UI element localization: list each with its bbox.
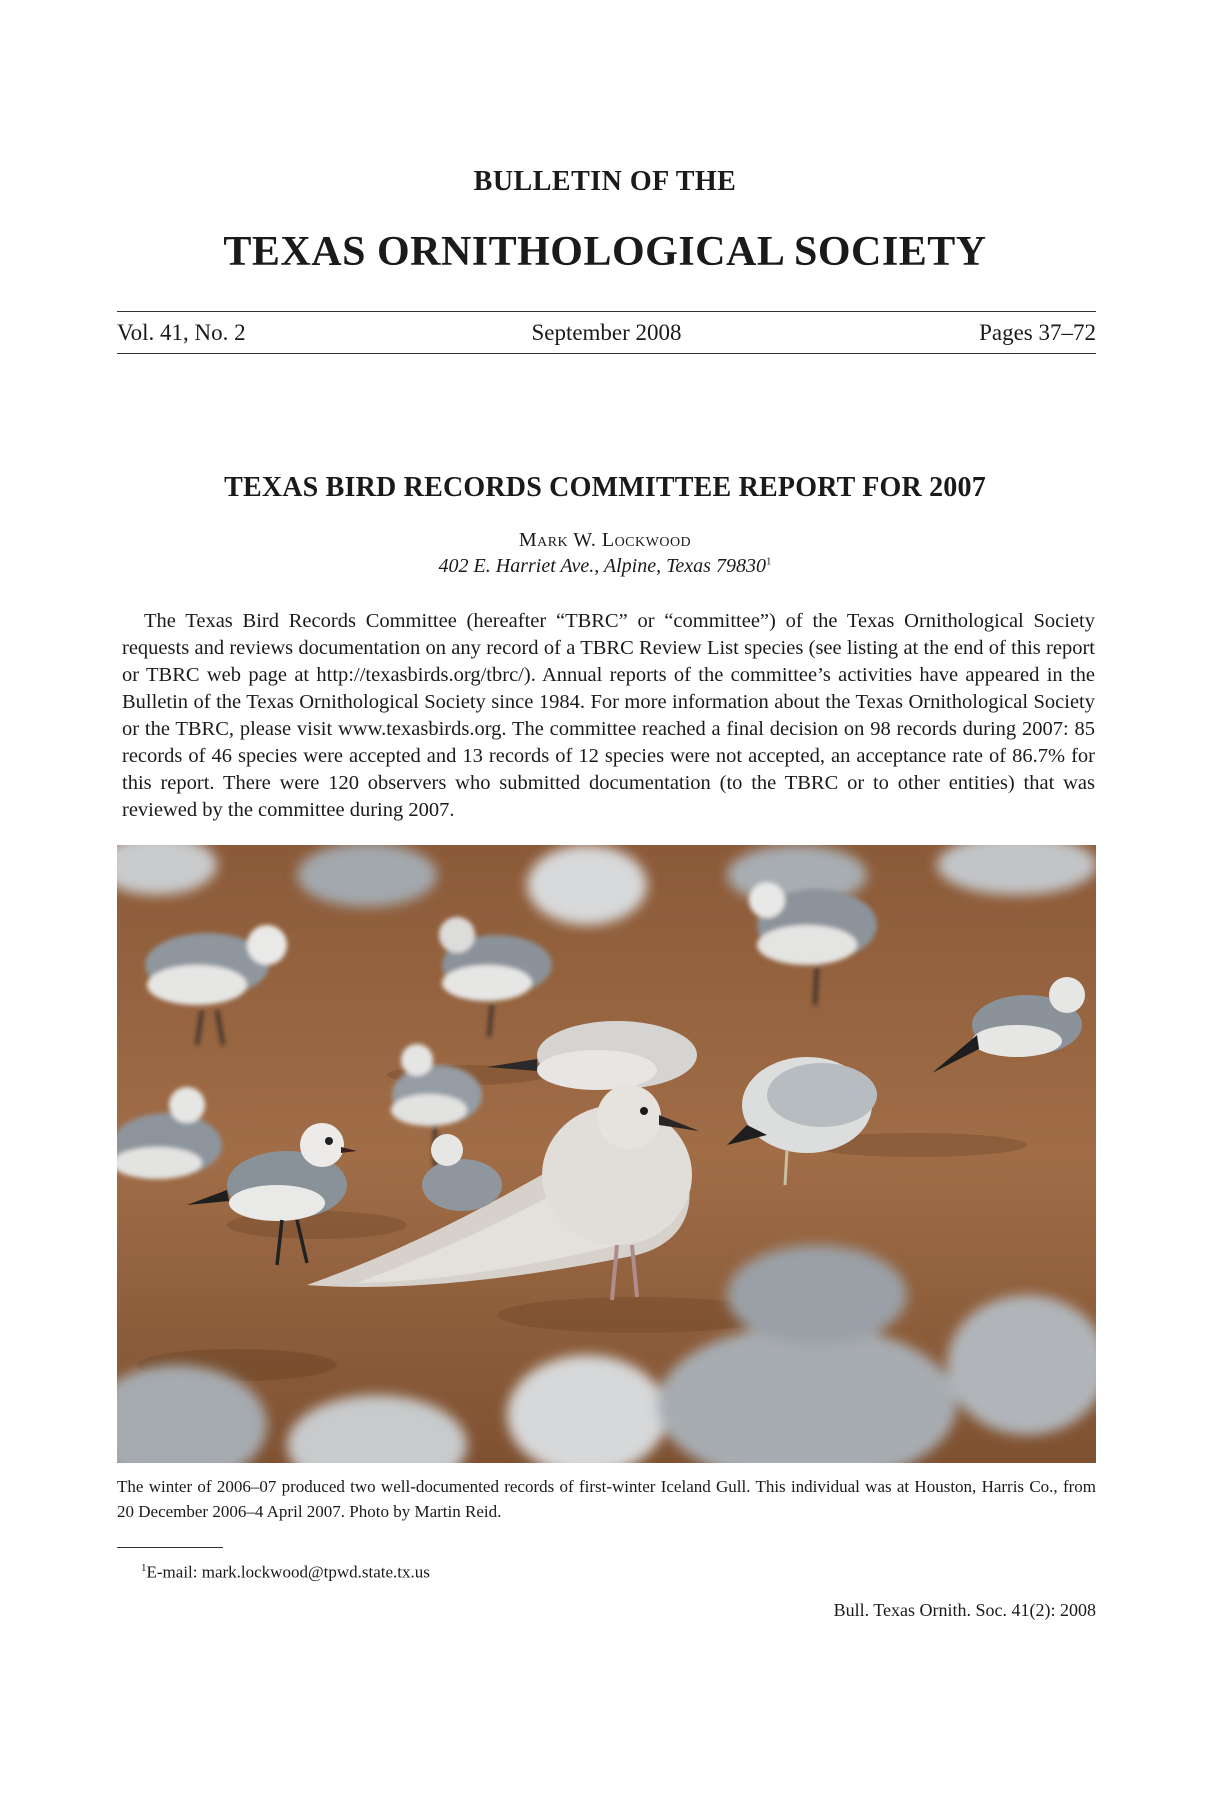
journal-title: TEXAS ORNITHOLOGICAL SOCIETY <box>223 229 987 275</box>
gull-photo <box>117 845 1096 1463</box>
footnote-marker: 1 <box>765 555 772 568</box>
gull-photo-illustration <box>117 845 1096 1463</box>
photo-caption: The winter of 2006–07 produced two well-documented records of first-winter Iceland Gull. This individual was at Houston, Harris Co., from 20 December 2006–4 April 2007. Photo by Martin Reid. <box>117 1477 1096 1521</box>
issue-line <box>117 320 1096 350</box>
journal-citation: Bull. Texas Ornith. Soc. 41(2): 2008 <box>833 1600 1096 1620</box>
issue-pages: Pages 37–72 <box>979 320 1096 345</box>
footnote <box>141 1562 430 1583</box>
footnote-text: E-mail: mark.lockwood@tpwd.state.tx.us <box>146 1562 430 1582</box>
article-author: Mark W. Lockwood <box>518 529 692 551</box>
footnote-marker-bottom: 1 <box>141 1562 147 1574</box>
author-address-text: 402 E. Harriet Ave., Alpine, Texas 79830 <box>438 555 766 577</box>
article-title: TEXAS BIRD RECORDS COMMITTEE REPORT FOR 2007 <box>224 472 986 503</box>
journal-kicker: BULLETIN OF THE <box>473 166 737 197</box>
author-address <box>0 555 1210 578</box>
footnote-rule <box>117 1547 223 1548</box>
issue-rule-top <box>117 311 1096 312</box>
issue-rule-bottom <box>117 353 1096 354</box>
issue-date: September 2008 <box>531 320 682 345</box>
article-abstract: The Texas Bird Records Committee (hereafter “TBRC” or “committee”) of the Texas Ornithological Society requests and reviews documentation on any record of a TBRC Review List species (see listing at the end of this report or TBRC web page at http://texasbirds.org/tbrc/). Annual reports of the committee’s activities have appeared in the Bulletin of the Texas Ornithological Society since 1984. For more information about the Texas Ornithological Society or the TBRC, please visit www.texasbirds.org. The committee reached a final decision on 98 records during 2007: 85 records of 46 species were accepted and 13 records of 12 species were not accepted, an acceptance rate of 86.7% for this report. There were 120 observers who submitted documentation (to the TBRC or to other entities) that was reviewed by the committee during 2007. <box>122 610 1095 821</box>
issue-volume: Vol. 41, No. 2 <box>117 320 246 345</box>
foreground-gull-5 <box>727 1245 907 1345</box>
